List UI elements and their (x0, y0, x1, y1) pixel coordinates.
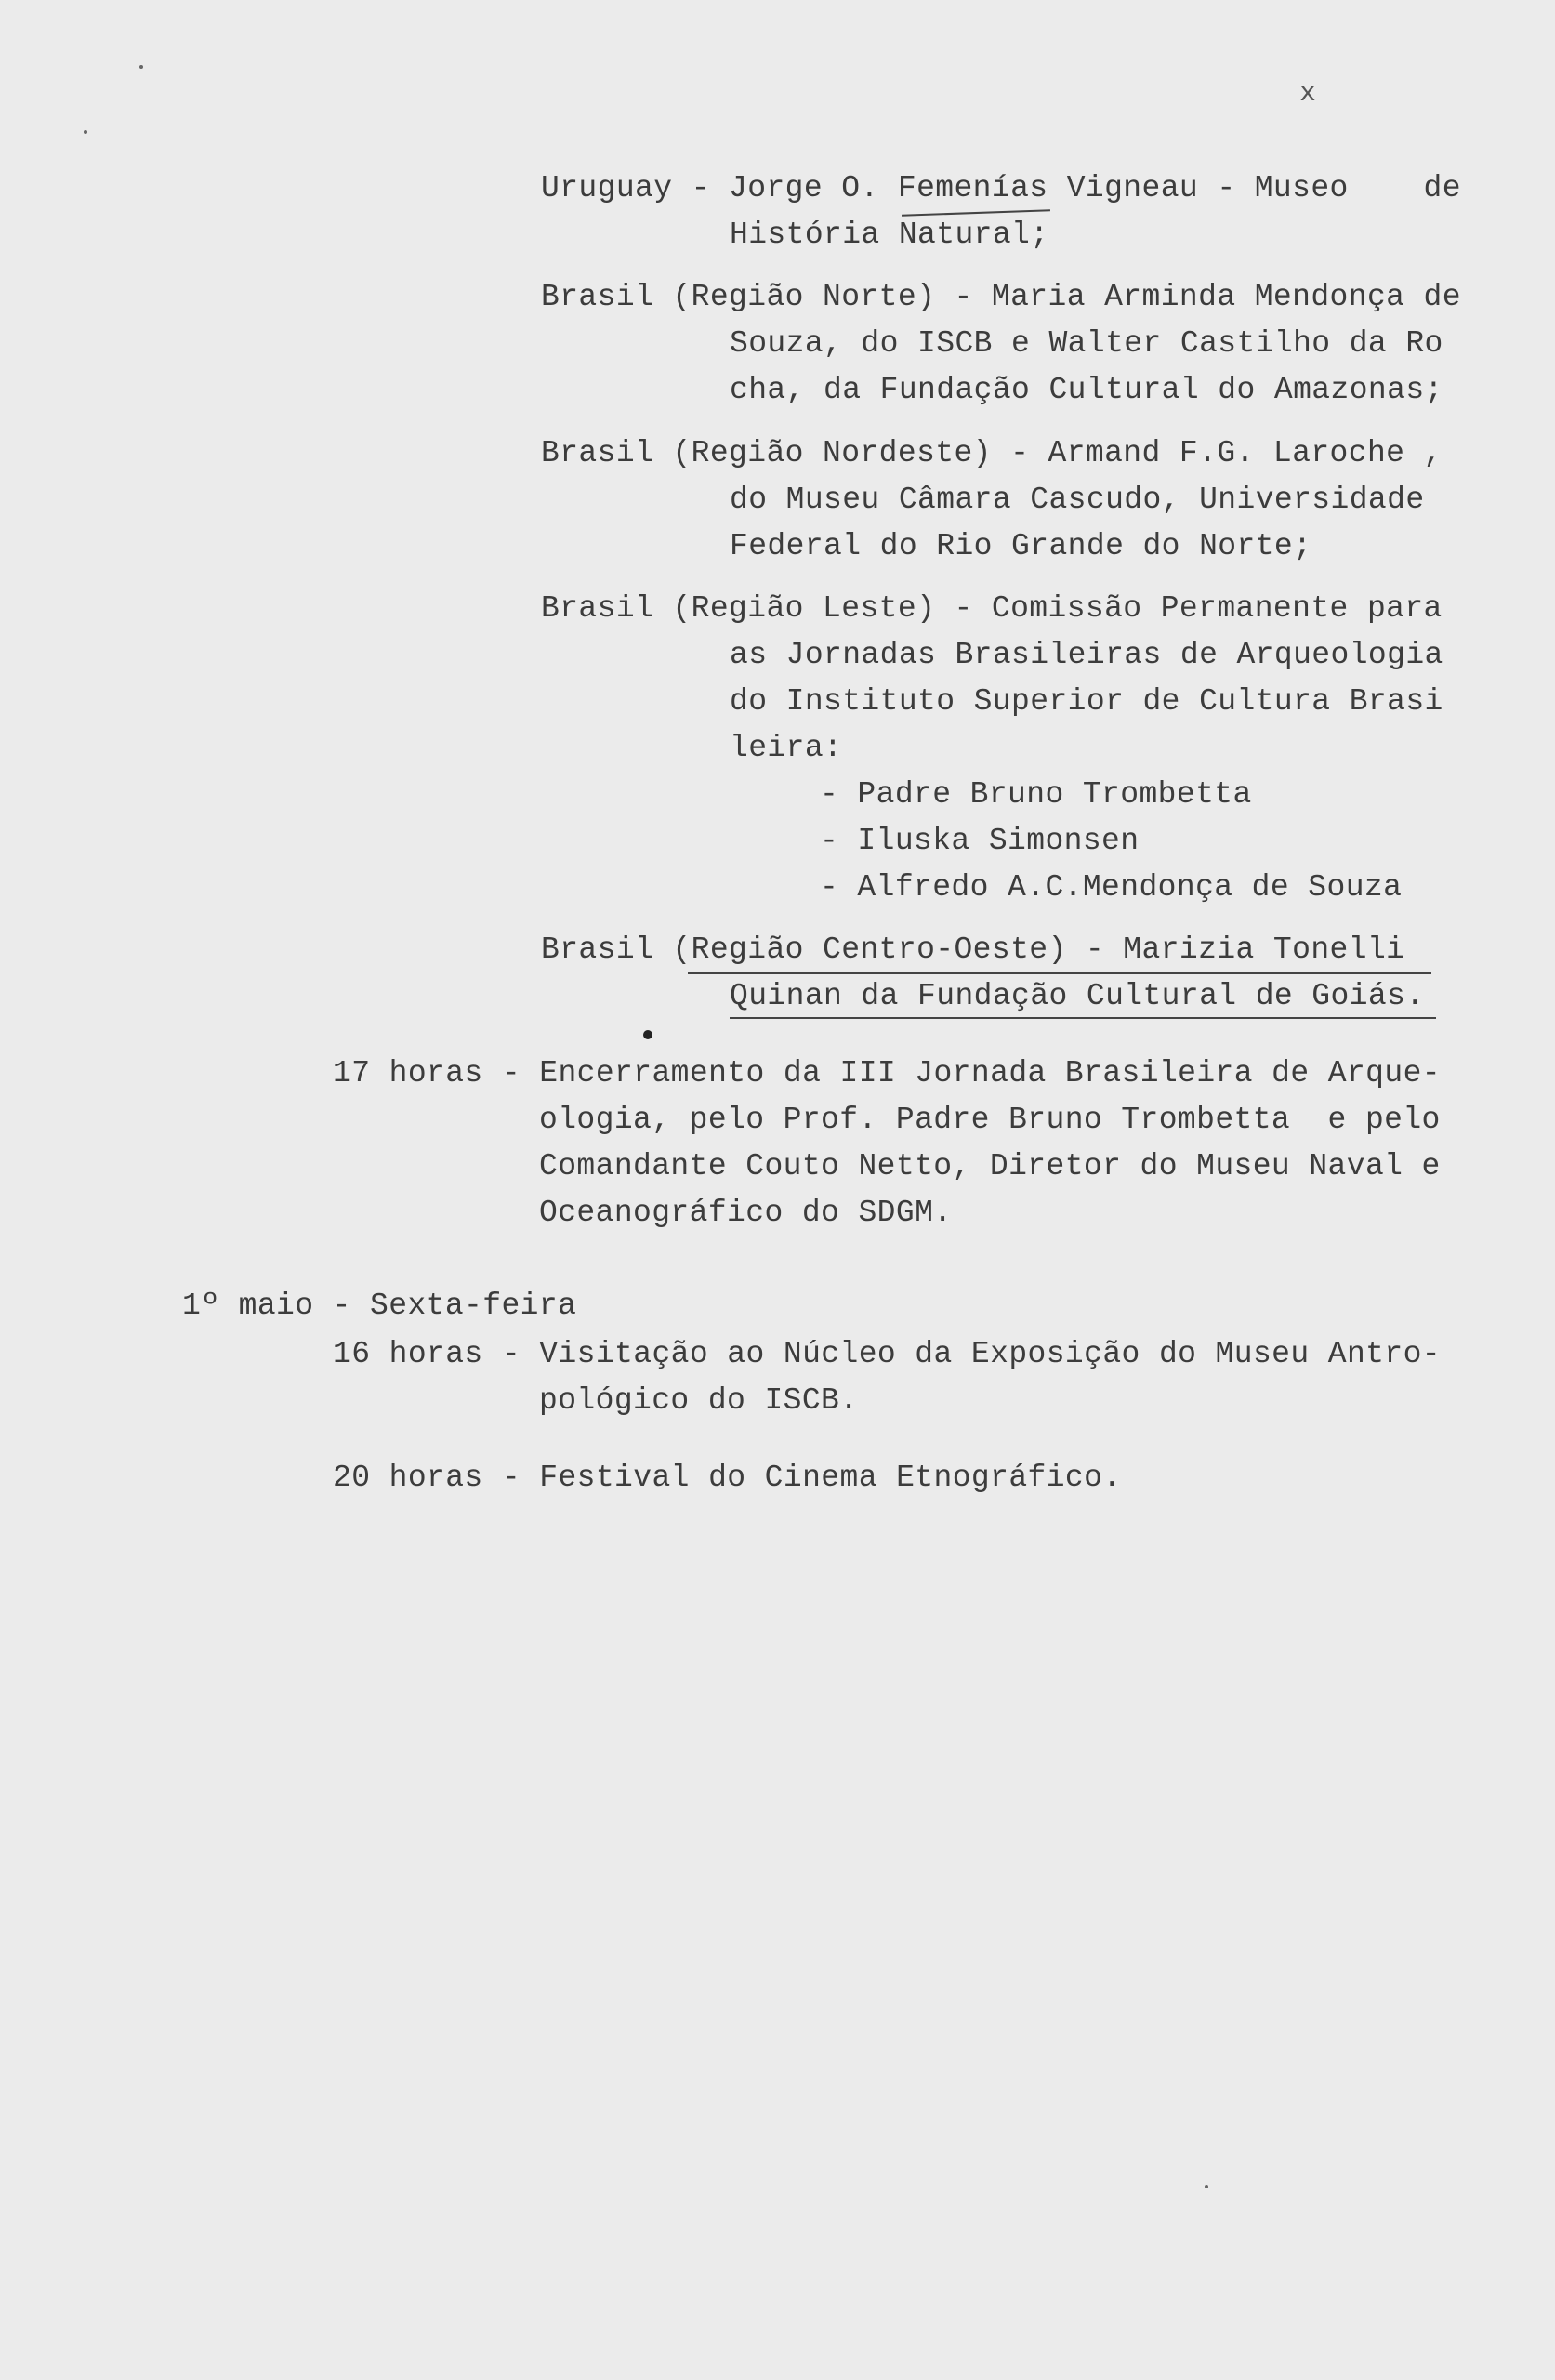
leste-line-4: leira: (730, 731, 843, 765)
nordeste-line-3: Federal do Rio Grande do Norte; (730, 529, 1312, 563)
leste-member-2: - Iluska Simonsen (820, 824, 1140, 858)
leste-line-2: as Jornadas Brasileiras de Arqueologia (730, 638, 1443, 672)
h16-line-2: pológico do ISCB. (539, 1383, 859, 1418)
nordeste-line-1: Brasil (Região Nordeste) - Armand F.G. Laroche , (541, 436, 1443, 470)
uruguay-line-1: Uruguay - Jorge O. Femenías Vigneau - Museo de (541, 171, 1461, 205)
page-check-mark: x (1299, 78, 1317, 110)
h16-line-1: 16 horas - Visitação ao Núcleo da Exposição do Museu Antro- (333, 1337, 1441, 1371)
norte-line-3: cha, da Fundação Cultural do Amazonas; (730, 373, 1443, 407)
leste-member-3: - Alfredo A.C.Mendonça de Souza (820, 870, 1403, 905)
uruguay-line-2: História Natural; (730, 218, 1049, 252)
bullet-dot (643, 1030, 652, 1039)
h20-line-1: 20 horas - Festival do Cinema Etnográfico. (333, 1461, 1122, 1495)
h17-line-4: Oceanográfico do SDGM. (539, 1196, 953, 1230)
norte-line-1: Brasil (Região Norte) - Maria Arminda Mendonça de (541, 280, 1461, 314)
margin-speck (1205, 2185, 1208, 2188)
leste-member-1: - Padre Bruno Trombetta (820, 777, 1252, 812)
nordeste-line-2: do Museu Câmara Cascudo, Universidade (730, 483, 1425, 517)
centro-line-1: Brasil (Região Centro-Oeste) - Marizia Tonelli (541, 932, 1405, 967)
centro-line-2: Quinan da Fundação Cultural de Goiás. (730, 979, 1425, 1013)
h17-line-2: ologia, pelo Prof. Padre Bruno Trombetta e pelo (539, 1103, 1441, 1137)
day-heading: 1º maio - Sexta-feira (182, 1289, 577, 1323)
h17-line-1: 17 horas - Encerramento da III Jornada Brasileira de Arque- (333, 1056, 1441, 1091)
handwritten-underline (730, 1017, 1436, 1019)
norte-line-2: Souza, do ISCB e Walter Castilho da Ro (730, 326, 1443, 361)
margin-speck (139, 65, 143, 69)
leste-line-1: Brasil (Região Leste) - Comissão Permanente para (541, 591, 1443, 626)
handwritten-underline (688, 972, 1431, 974)
h17-line-3: Comandante Couto Netto, Diretor do Museu Naval e (539, 1149, 1441, 1183)
leste-line-3: do Instituto Superior de Cultura Brasi (730, 684, 1443, 719)
margin-speck (84, 130, 87, 134)
handwritten-underline (902, 209, 1050, 217)
